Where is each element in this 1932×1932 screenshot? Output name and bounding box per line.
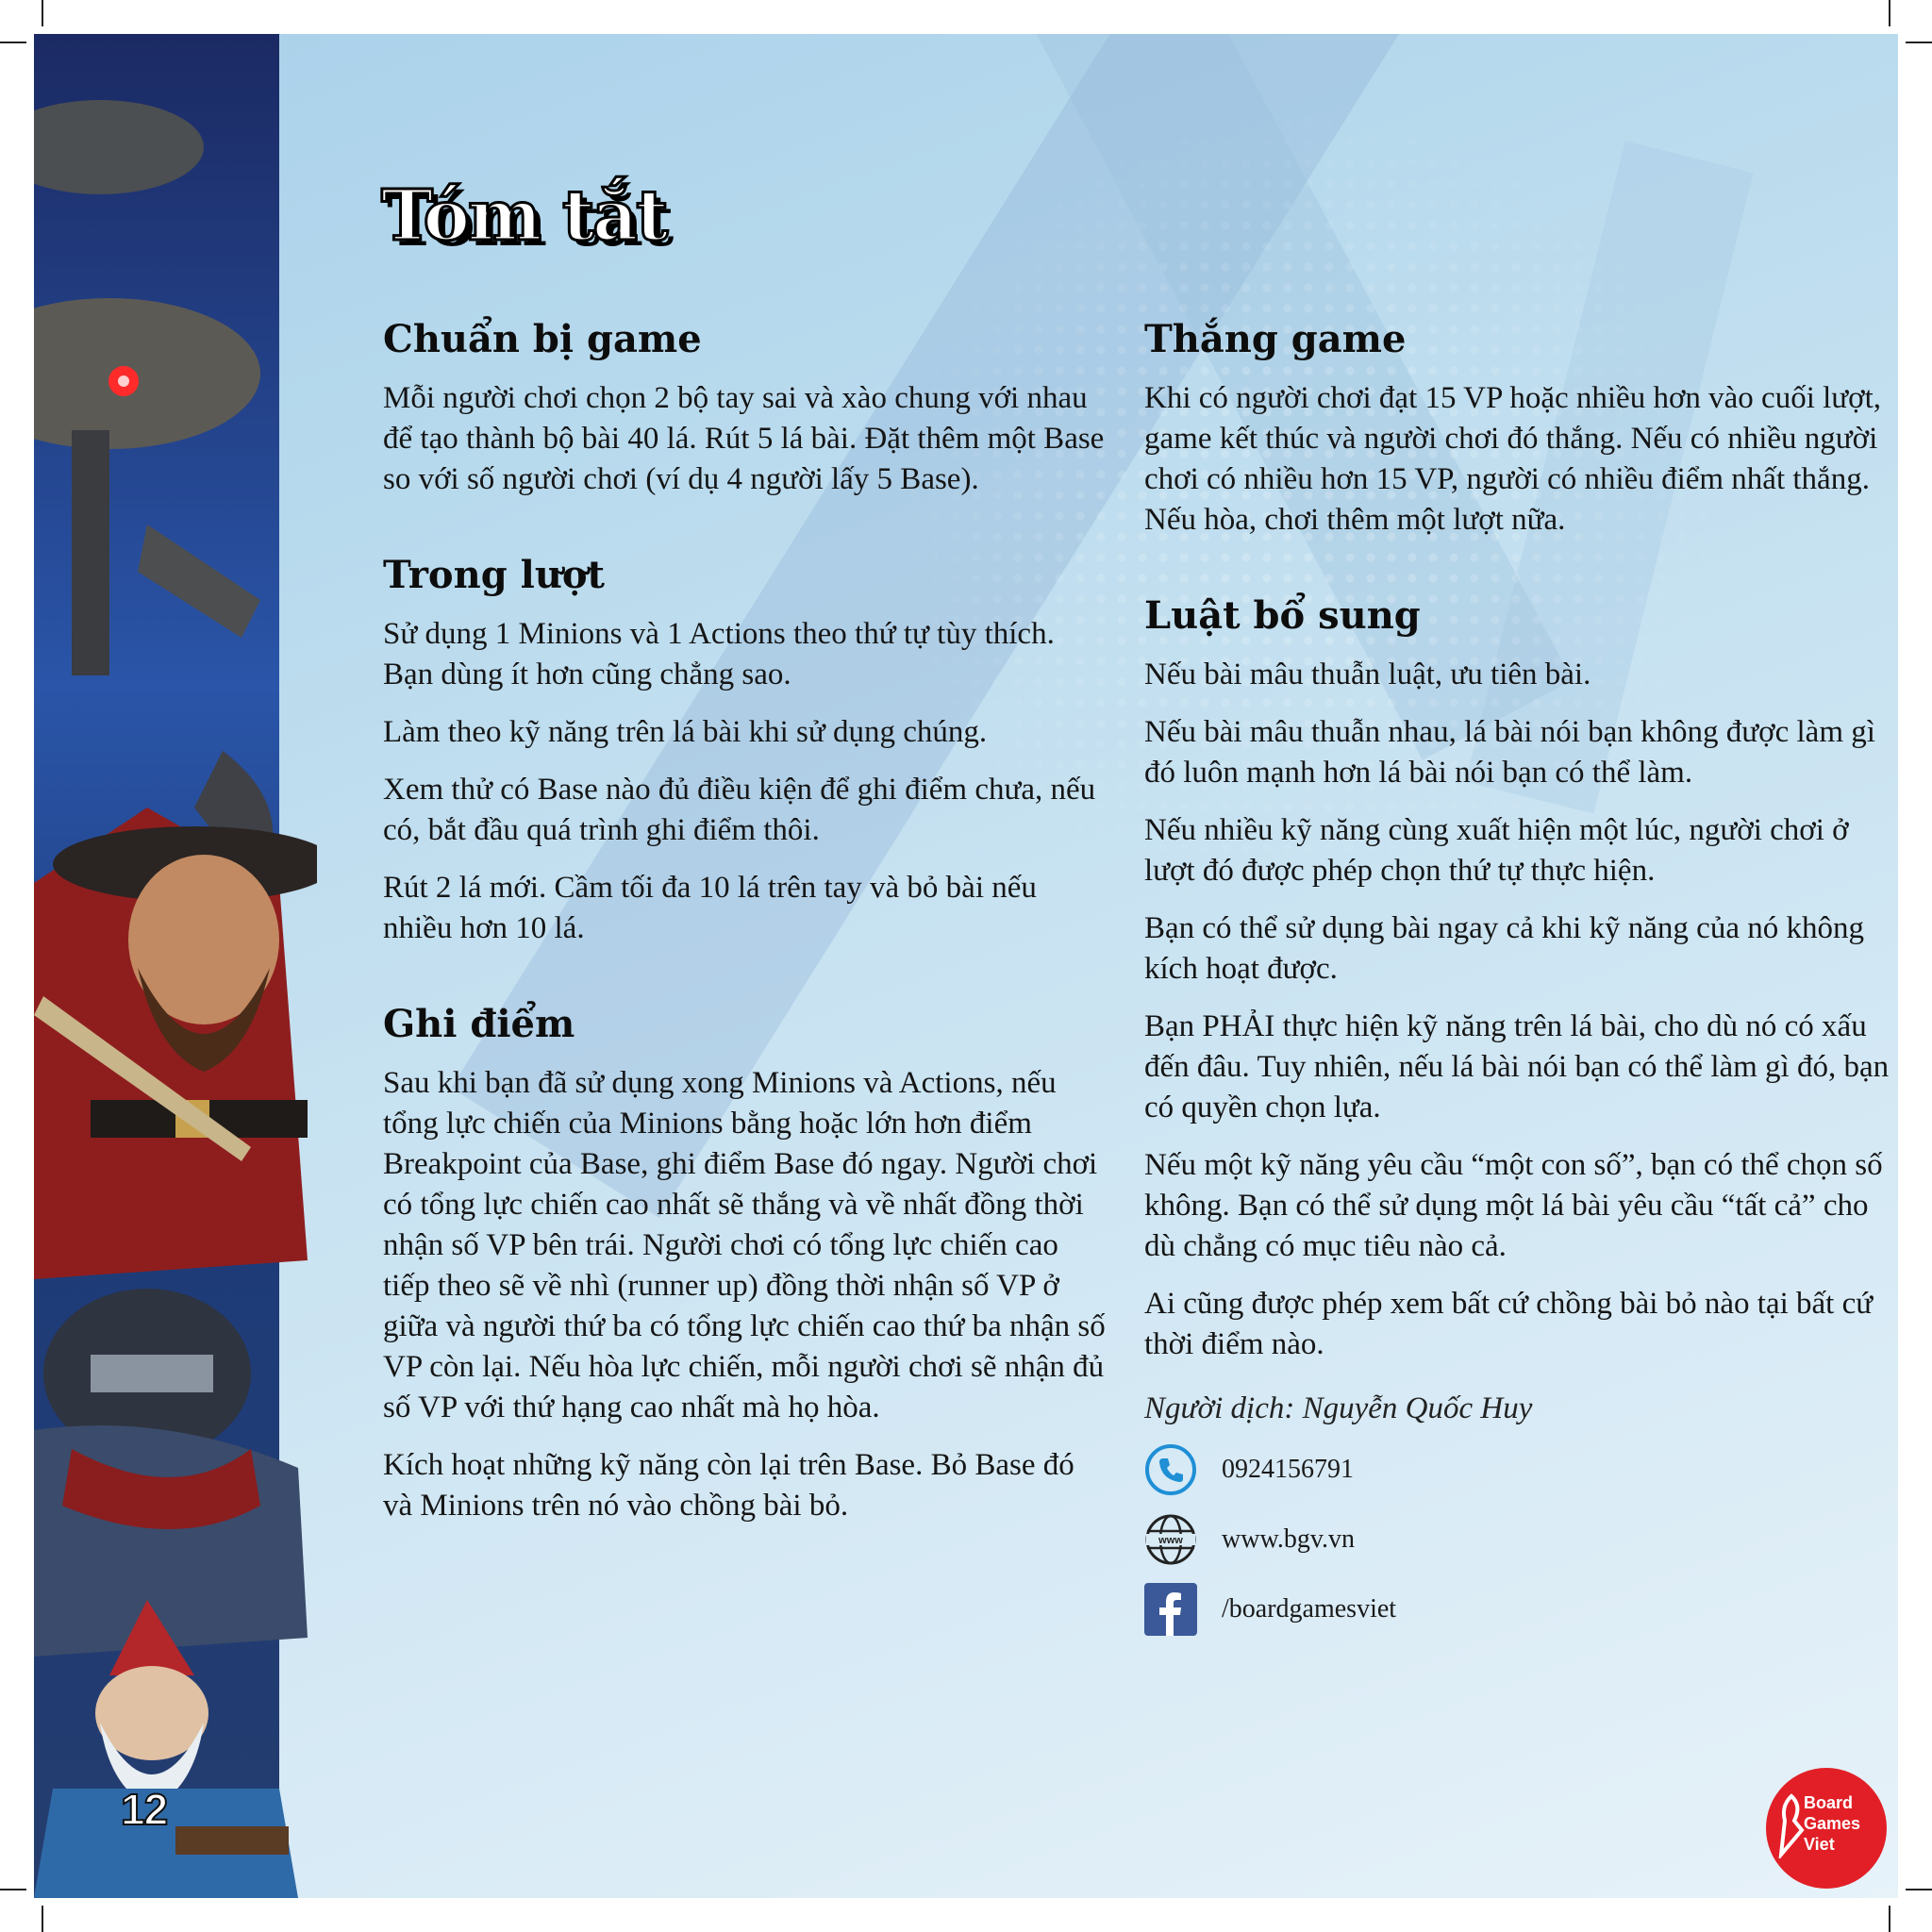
section-winning xyxy=(1144,317,1898,541)
left-column xyxy=(383,317,1109,1543)
crop-mark xyxy=(0,42,26,43)
section-heading: Thắng game xyxy=(1144,317,1407,361)
phone-number[interactable]: 0924156791 xyxy=(1222,1455,1354,1484)
character-artwork xyxy=(34,34,317,1898)
crop-mark xyxy=(0,1889,26,1890)
section-heading: Chuẩn bị game xyxy=(383,317,702,361)
section-scoring xyxy=(383,1002,1109,1526)
page-title: Tóm tắt xyxy=(381,175,667,257)
paragraph: Bạn PHẢI thực hiện kỹ năng trên lá bài, cho dù nó có xấu đến đâu. Tuy nhiên, nếu lá bài nói bạn có thể làm gì đó, bạn có quyền chọn lựa. xyxy=(1144,1009,1890,1124)
section-heading: Trong lượt xyxy=(383,553,606,597)
page-number: 12 xyxy=(121,1785,168,1834)
translator-credit: Người dịch: Nguyễn Quốc Huy xyxy=(1144,1391,1533,1425)
section-heading: Ghi điểm xyxy=(383,1002,575,1046)
crop-mark xyxy=(1889,1906,1890,1932)
manual-page xyxy=(34,34,1898,1898)
globe-www-icon xyxy=(1144,1513,1197,1566)
facebook-icon xyxy=(1144,1583,1197,1636)
paragraph: Nếu nhiều kỹ năng cùng xuất hiện một lúc, người chơi ở lượt đó được phép chọn thứ tự thực hiện. xyxy=(1144,813,1849,888)
crop-mark xyxy=(1906,1889,1932,1890)
crop-mark xyxy=(42,0,43,26)
crop-mark xyxy=(42,1906,43,1932)
svg-text:www: www xyxy=(1158,1535,1183,1546)
paragraph: Nếu một kỹ năng yêu cầu “một con số”, bạn có thể chọn số không. Bạn có thể sử dụng một lá bài yêu cầu “tất cả” cho dù chẳng có mục tiêu nào cả. xyxy=(1144,1148,1883,1263)
paragraph: Nếu bài mâu thuẫn nhau, lá bài nói bạn không được làm gì đó luôn mạnh hơn lá bài nói bạn có thể làm. xyxy=(1144,715,1875,790)
paragraph: Nếu bài mâu thuẫn luật, ưu tiên bài. xyxy=(1144,658,1591,691)
contact-facebook xyxy=(1144,1583,1898,1636)
phone-icon xyxy=(1144,1443,1197,1496)
paragraph: Mỗi người chơi chọn 2 bộ tay sai và xào chung với nhau để tạo thành bộ bài 40 lá. Rút 5 lá bài. Đặt thêm một Base so với số người chơi (ví dụ 4 người lấy 5 Base). xyxy=(383,381,1105,496)
section-heading: Luật bổ sung xyxy=(1144,593,1421,638)
contact-phone xyxy=(1144,1443,1898,1496)
board-games-viet-logo xyxy=(1766,1768,1887,1889)
crop-mark xyxy=(1906,42,1932,43)
facebook-link[interactable]: /boardgamesviet xyxy=(1222,1594,1397,1624)
paragraph: Rút 2 lá mới. Cầm tối đa 10 lá trên tay và bỏ bài nếu nhiều hơn 10 lá. xyxy=(383,871,1037,945)
logo-text-line: Games xyxy=(1804,1814,1861,1833)
paragraph: Sau khi bạn đã sử dụng xong Minions và Actions, nếu tổng lực chiến của Minions bằng hoặc lớn hơn điểm Breakpoint của Base, ghi điểm Base đó ngay. Người chơi có tổng lực chiến cao nhất sẽ thắng và về nhất đồng thời nhận số VP bên trái. Người chơi có tổng lực chiến cao tiếp theo sẽ về nhì (runner up) đồng thời nhận số VP ở giữa và người thứ ba có tổng lực chiến cao thứ ba nhận số VP còn lại. Nếu hòa lực chiến, mỗi người chơi sẽ nhận đủ số VP với thứ hạng cao nhất mà họ hòa. xyxy=(383,1066,1106,1424)
contact-website xyxy=(1144,1513,1898,1566)
right-column xyxy=(1144,317,1898,1636)
paragraph: Bạn có thể sử dụng bài ngay cả khi kỹ năng của nó không kích hoạt được. xyxy=(1144,911,1864,986)
logo-text-line: Board xyxy=(1804,1793,1854,1812)
logo-text-line: Viet xyxy=(1804,1835,1835,1854)
section-setup xyxy=(383,317,1109,500)
paragraph: Sử dụng 1 Minions và 1 Actions theo thứ tự tùy thích. Bạn dùng ít hơn cũng chẳng sao. xyxy=(383,617,1055,691)
website-link[interactable]: www.bgv.vn xyxy=(1222,1524,1356,1554)
paragraph: Khi có người chơi đạt 15 VP hoặc nhiều hơn vào cuối lượt, game kết thúc và người chơi đó thắng. Nếu có nhiều người chơi có nhiều hơn 15 VP, người có nhiều điểm nhất thắng. Nếu hòa, chơi thêm một lượt nữa. xyxy=(1144,381,1882,537)
paragraph: Kích hoạt những kỹ năng còn lại trên Base. Bỏ Base đó và Minions trên nó vào chồng bài bỏ. xyxy=(383,1448,1074,1523)
crop-mark xyxy=(1889,0,1890,26)
section-turn xyxy=(383,553,1109,949)
section-extra-rules xyxy=(1144,593,1898,1365)
paragraph: Ai cũng được phép xem bất cứ chồng bài bỏ nào tại bất cứ thời điểm nào. xyxy=(1144,1287,1874,1361)
logo-mark-icon xyxy=(1777,1792,1806,1858)
paragraph: Xem thử có Base nào đủ điều kiện để ghi điểm chưa, nếu có, bắt đầu quá trình ghi điểm thôi. xyxy=(383,773,1096,847)
paragraph: Làm theo kỹ năng trên lá bài khi sử dụng chúng. xyxy=(383,715,988,749)
